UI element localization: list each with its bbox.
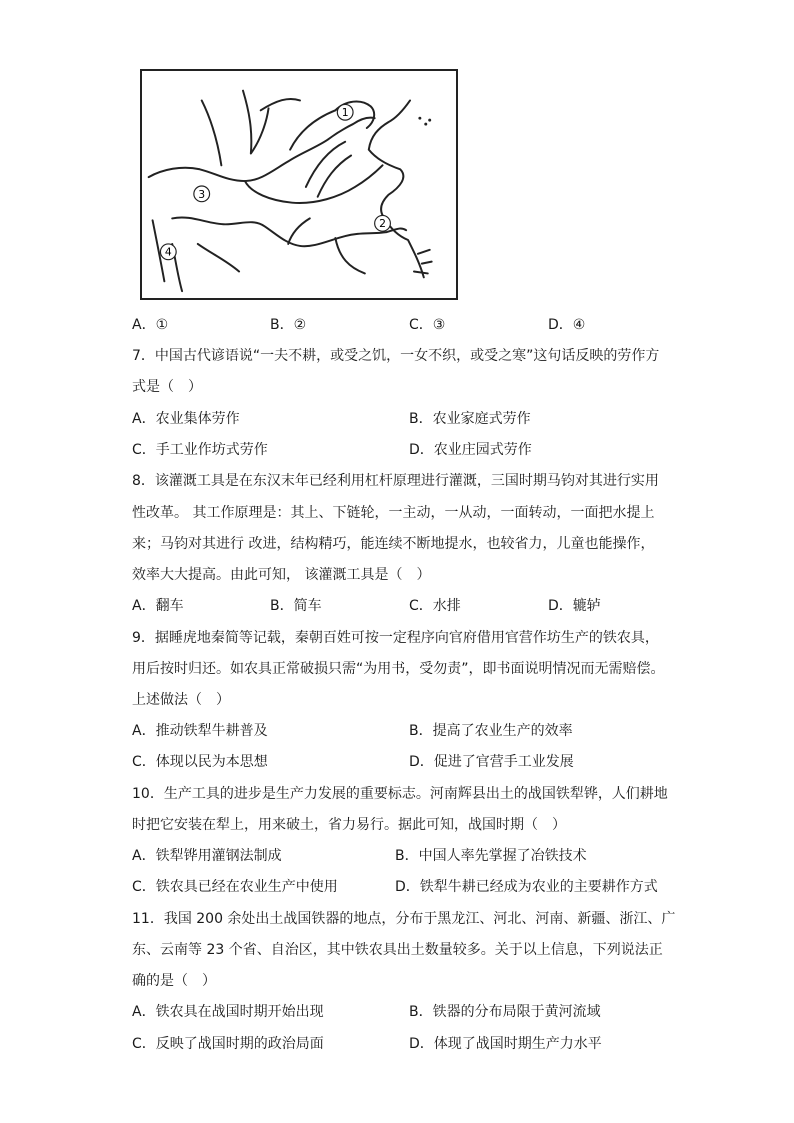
- q6-option-b[interactable]: B．②: [270, 317, 307, 333]
- q8-option-c[interactable]: C．水排: [409, 598, 461, 614]
- q10-option-c[interactable]: C．铁农具已经在农业生产中使用: [132, 879, 338, 895]
- q11-option-d[interactable]: D．体现了战国时期生产力水平: [409, 1036, 602, 1052]
- map-marker-1: [337, 104, 353, 120]
- q9-option-b[interactable]: B．提高了农业生产的效率: [409, 723, 573, 739]
- q7-stem-line2: 式是（ ）: [132, 379, 202, 395]
- q8-option-d[interactable]: D．辘轳: [548, 598, 601, 614]
- q9-option-a[interactable]: A．推动铁犁牛耕普及: [132, 723, 268, 739]
- q10-stem-line1: 10．生产工具的进步是生产力发展的重要标志。河南辉县出土的战国铁犁铧，人们耕地: [132, 786, 668, 802]
- q11-stem-line3: 确的是（ ）: [132, 973, 216, 989]
- q7-option-c[interactable]: C．手工业作坊式劳作: [132, 442, 268, 458]
- svg-text:2: 2: [379, 217, 386, 231]
- q8-stem-line3: 来；马钧对其进行 改进，结构精巧，能连续不断地提水，也较省力，儿童也能操作，: [132, 536, 655, 552]
- q11-option-b[interactable]: B．铁器的分布局限于黄河流域: [409, 1004, 601, 1020]
- q8-option-b[interactable]: B．简车: [270, 598, 322, 614]
- q7-option-b[interactable]: B．农业家庭式劳作: [409, 411, 531, 427]
- svg-text:1: 1: [341, 106, 349, 120]
- q9-stem-line2: 用后按时归还。如农具正常破损只需“为用书，受勿责”，即书面说明情况而无需赔偿。: [132, 661, 665, 677]
- river-map-figure: [140, 69, 458, 300]
- q6-option-d[interactable]: D．④: [548, 317, 586, 333]
- q10-option-a[interactable]: A．铁犁铧用灌钢法制成: [132, 848, 282, 864]
- q11-option-c[interactable]: C．反映了战国时期的政治局面: [132, 1036, 324, 1052]
- q11-option-a[interactable]: A．铁农具在战国时期开始出现: [132, 1004, 324, 1020]
- q8-stem-line1: 8．该灌溉工具是在东汉末年已经利用杠杆原理进行灌溉，三国时期马钧对其进行实用: [132, 473, 659, 489]
- map-marker-2: [375, 215, 391, 231]
- yellow-river: [149, 118, 375, 181]
- q8-stem-line4: 效率大大提高。由此可知， 该灌溉工具是（ ）: [132, 567, 431, 583]
- q10-stem-line2: 时把它安装在犁上，用来破土，省力易行。据此可知，战国时期（ ）: [132, 817, 566, 833]
- q7-stem-line1: 7．中国古代谚语说“一夫不耕，或受之饥，一女不织，或受之寒”这句话反映的劳作方: [132, 348, 660, 364]
- coastline: [369, 100, 424, 277]
- q9-stem-line3: 上述做法（ ）: [132, 692, 230, 708]
- q8-stem-line2: 性改革。 其工作原理是：其上、下链轮，一主动，一从动，一面转动，一面把水提上: [132, 505, 655, 521]
- q7-option-a[interactable]: A．农业集体劳作: [132, 411, 240, 427]
- svg-text:4: 4: [164, 245, 172, 259]
- q6-option-c[interactable]: C．③: [409, 317, 446, 333]
- q9-option-d[interactable]: D．促进了官营手工业发展: [409, 754, 574, 770]
- river-map-svg: [142, 71, 456, 298]
- q7-option-d[interactable]: D．农业庄园式劳作: [409, 442, 532, 458]
- q9-option-c[interactable]: C．体现以民为本思想: [132, 754, 268, 770]
- q11-stem-line1: 11．我国 200 余处出土战国铁器的地点，分布于黑龙江、河北、河南、新疆、浙江、广: [132, 911, 676, 927]
- map-marker-3: [194, 186, 210, 202]
- map-marker-4: [160, 244, 176, 260]
- q8-option-a[interactable]: A．翻车: [132, 598, 184, 614]
- q10-option-d[interactable]: D．铁犁牛耕已经成为农业的主要耕作方式: [395, 879, 658, 895]
- q10-option-b[interactable]: B．中国人率先掌握了冶铁技术: [395, 848, 587, 864]
- q11-stem-line2: 东、云南等 23 个省、自治区，其中铁农具出土数量较多。关于以上信息，下列说法正: [132, 942, 663, 958]
- q6-option-a[interactable]: A．①: [132, 317, 169, 333]
- svg-text:3: 3: [198, 187, 206, 201]
- q9-stem-line1: 9．据睡虎地秦简等记载，秦朝百姓可按一定程序向官府借用官营作坊生产的铁农具，: [132, 630, 659, 646]
